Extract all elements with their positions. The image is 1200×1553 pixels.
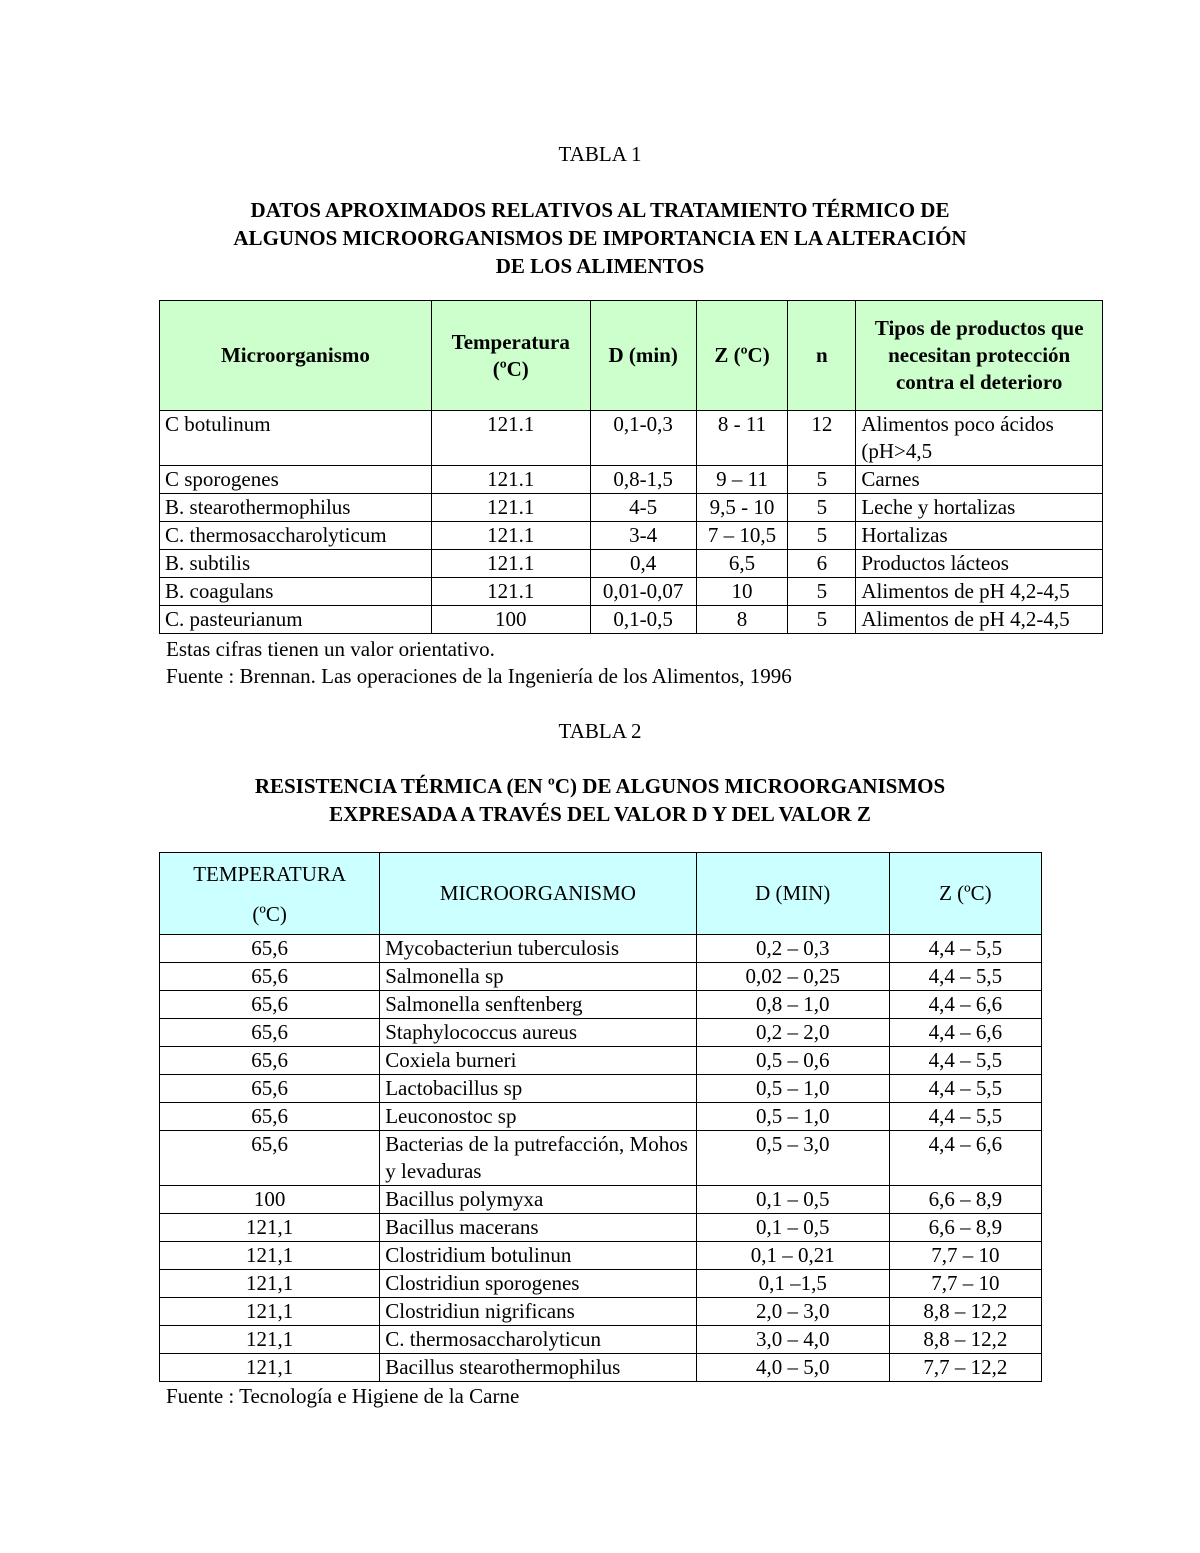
- table-cell: 121,1: [160, 1242, 380, 1270]
- table-cell: C. thermosaccharolyticum: [160, 522, 432, 550]
- table-cell: 65,6: [160, 935, 380, 963]
- table-cell: 0,8-1,5: [590, 466, 696, 494]
- table-cell: Clostridium botulinun: [380, 1242, 696, 1270]
- table1-header-cell: Microorganismo: [160, 301, 432, 411]
- table-row: [160, 1242, 1042, 1270]
- table-row: [160, 1047, 1042, 1075]
- table1: [159, 300, 1103, 634]
- table2-header-temp-label: TEMPERATURA: [193, 861, 347, 886]
- table-cell: 4,4 – 5,5: [889, 935, 1041, 963]
- table-row: [160, 991, 1042, 1019]
- table-cell: Bacterias de la putrefacción, Mohos y levaduras: [380, 1131, 696, 1186]
- table-cell: 4,4 – 5,5: [889, 1103, 1041, 1131]
- table-cell: 4,4 – 6,6: [889, 1131, 1041, 1186]
- table1-title-line: DE LOS ALIMENTOS: [495, 254, 705, 278]
- table-row: [160, 1019, 1042, 1047]
- table-cell: 8: [696, 606, 788, 634]
- table-cell: 5: [788, 578, 856, 606]
- table-cell: 7,7 – 10: [889, 1242, 1041, 1270]
- table-cell: 12: [788, 411, 856, 466]
- table1-header-cell: Z (ºC): [696, 301, 788, 411]
- table-cell: 5: [788, 606, 856, 634]
- table-cell: 3-4: [590, 522, 696, 550]
- table-cell: 9 – 11: [696, 466, 788, 494]
- table-cell: 0,1-0,3: [590, 411, 696, 466]
- table-row: [160, 1214, 1042, 1242]
- table-cell: Alimentos de pH 4,2-4,5: [856, 606, 1103, 634]
- table-row: [160, 522, 1103, 550]
- table-cell: 6,5: [696, 550, 788, 578]
- table2-header-cell: D (MIN): [696, 853, 889, 935]
- table-cell: 0,5 – 1,0: [696, 1103, 889, 1131]
- table-cell: Salmonella senftenberg: [380, 991, 696, 1019]
- table-row: [160, 494, 1103, 522]
- table-cell: 121,1: [160, 1270, 380, 1298]
- table-cell: 6: [788, 550, 856, 578]
- table-cell: 121,1: [160, 1214, 380, 1242]
- table-cell: 4,4 – 6,6: [889, 991, 1041, 1019]
- table1-header-row: [160, 301, 1103, 411]
- table2-title-line: RESISTENCIA TÉRMICA (EN ºC) DE ALGUNOS MICROORGANISMOS: [254, 774, 946, 798]
- table-cell: 4,0 – 5,0: [696, 1354, 889, 1382]
- table1-header-cell: n: [788, 301, 856, 411]
- table-cell: 5: [788, 522, 856, 550]
- table-cell: 8,8 – 12,2: [889, 1326, 1041, 1354]
- table-cell: 121.1: [431, 522, 590, 550]
- table-row: [160, 1186, 1042, 1214]
- table-cell: 65,6: [160, 1103, 380, 1131]
- table-cell: Clostridiun sporogenes: [380, 1270, 696, 1298]
- table-cell: 0,4: [590, 550, 696, 578]
- table-cell: 0,2 – 2,0: [696, 1019, 889, 1047]
- table-cell: 0,01-0,07: [590, 578, 696, 606]
- table-cell: 8 - 11: [696, 411, 788, 466]
- table-cell: Salmonella sp: [380, 963, 696, 991]
- table-row: [160, 935, 1042, 963]
- table1-header-cell: Tipos de productos que necesitan protección contra el deterioro: [856, 301, 1103, 411]
- table-row: [160, 606, 1103, 634]
- table1-note: Estas cifras tienen un valor orientativo.: [166, 637, 495, 661]
- table-cell: 0,5 – 1,0: [696, 1075, 889, 1103]
- table-cell: Leuconostoc sp: [380, 1103, 696, 1131]
- table2-title: [0, 772, 1200, 828]
- table-cell: 0,1 – 0,5: [696, 1214, 889, 1242]
- table-cell: 0,1 – 0,5: [696, 1186, 889, 1214]
- table-cell: 9,5 - 10: [696, 494, 788, 522]
- table-cell: 121,1: [160, 1354, 380, 1382]
- table-cell: B. stearothermophilus: [160, 494, 432, 522]
- table-cell: 4,4 – 5,5: [889, 1047, 1041, 1075]
- table1-header-cell: Temperatura (ºC): [431, 301, 590, 411]
- table-row: [160, 466, 1103, 494]
- table-row: [160, 550, 1103, 578]
- table-cell: 4,4 – 5,5: [889, 963, 1041, 991]
- table-cell: 121.1: [431, 494, 590, 522]
- table-cell: 0,1 –1,5: [696, 1270, 889, 1298]
- table-cell: 65,6: [160, 1075, 380, 1103]
- table1-title: [0, 196, 1200, 280]
- table-cell: Bacillus macerans: [380, 1214, 696, 1242]
- table-cell: Productos lácteos: [856, 550, 1103, 578]
- table1-title-line: ALGUNOS MICROORGANISMOS DE IMPORTANCIA EN LA ALTERACIÓN: [233, 226, 967, 250]
- table-cell: Bacillus stearothermophilus: [380, 1354, 696, 1382]
- table-row: [160, 1131, 1042, 1186]
- table-cell: 4,4 – 6,6: [889, 1019, 1041, 1047]
- table-cell: 121.1: [431, 578, 590, 606]
- table-cell: C. thermosaccharolyticun: [380, 1326, 696, 1354]
- table2-title-line: EXPRESADA A TRAVÉS DEL VALOR D Y DEL VALOR Z: [329, 802, 871, 826]
- table-cell: 65,6: [160, 1131, 380, 1186]
- table-cell: C. pasteurianum: [160, 606, 432, 634]
- table-cell: 65,6: [160, 991, 380, 1019]
- table-cell: Leche y hortalizas: [856, 494, 1103, 522]
- table-row: [160, 1103, 1042, 1131]
- table-cell: B. subtilis: [160, 550, 432, 578]
- table-cell: 100: [160, 1186, 380, 1214]
- table-row: [160, 1326, 1042, 1354]
- table-cell: 121.1: [431, 411, 590, 466]
- table1-source: Fuente : Brennan. Las operaciones de la Ingeniería de los Alimentos, 1996: [166, 664, 792, 688]
- table-row: [160, 1354, 1042, 1382]
- table-cell: Hortalizas: [856, 522, 1103, 550]
- table2: [159, 852, 1042, 1382]
- table-cell: B. coagulans: [160, 578, 432, 606]
- table-row: [160, 1270, 1042, 1298]
- table-cell: 65,6: [160, 1047, 380, 1075]
- table-cell: Clostridiun nigrificans: [380, 1298, 696, 1326]
- table-cell: Mycobacteriun tuberculosis: [380, 935, 696, 963]
- table-cell: Carnes: [856, 466, 1103, 494]
- table-row: [160, 578, 1103, 606]
- table-cell: 121.1: [431, 466, 590, 494]
- table-cell: 6,6 – 8,9: [889, 1186, 1041, 1214]
- table-cell: 121,1: [160, 1298, 380, 1326]
- table1-title-line: DATOS APROXIMADOS RELATIVOS AL TRATAMIENTO TÉRMICO DE: [250, 198, 950, 222]
- table2-header-cell: Z (ºC): [889, 853, 1041, 935]
- table-cell: 5: [788, 494, 856, 522]
- table-cell: 4-5: [590, 494, 696, 522]
- table2-header-cell: [160, 853, 380, 935]
- table-cell: 6,6 – 8,9: [889, 1214, 1041, 1242]
- table-cell: 7,7 – 10: [889, 1270, 1041, 1298]
- table-row: [160, 963, 1042, 991]
- table-row: [160, 1075, 1042, 1103]
- table-cell: Bacillus polymyxa: [380, 1186, 696, 1214]
- table-cell: 0,5 – 3,0: [696, 1131, 889, 1186]
- table-cell: 121.1: [431, 550, 590, 578]
- table-cell: 0,02 – 0,25: [696, 963, 889, 991]
- table-cell: 3,0 – 4,0: [696, 1326, 889, 1354]
- table-row: [160, 1298, 1042, 1326]
- table-cell: 0,1-0,5: [590, 606, 696, 634]
- table-cell: 7 – 10,5: [696, 522, 788, 550]
- table2-source: Fuente : Tecnología e Higiene de la Carne: [166, 1384, 520, 1408]
- table-cell: Alimentos de pH 4,2-4,5: [856, 578, 1103, 606]
- table2-header-row: [160, 853, 1042, 935]
- table-cell: 0,8 – 1,0: [696, 991, 889, 1019]
- table-cell: 0,2 – 0,3: [696, 935, 889, 963]
- table-cell: 7,7 – 12,2: [889, 1354, 1041, 1382]
- table-cell: C sporogenes: [160, 466, 432, 494]
- table-cell: 5: [788, 466, 856, 494]
- table-cell: 8,8 – 12,2: [889, 1298, 1041, 1326]
- table-cell: 0,5 – 0,6: [696, 1047, 889, 1075]
- table-cell: 10: [696, 578, 788, 606]
- table-cell: 65,6: [160, 963, 380, 991]
- table-cell: Lactobacillus sp: [380, 1075, 696, 1103]
- table-cell: Coxiela burneri: [380, 1047, 696, 1075]
- table-cell: 121,1: [160, 1326, 380, 1354]
- table-cell: 100: [431, 606, 590, 634]
- table-cell: Staphylococcus aureus: [380, 1019, 696, 1047]
- table-cell: 4,4 – 5,5: [889, 1075, 1041, 1103]
- table-cell: C botulinum: [160, 411, 432, 466]
- table-cell: 0,1 – 0,21: [696, 1242, 889, 1270]
- table-row: [160, 411, 1103, 466]
- table2-header-temp-unit: (ºC): [252, 901, 287, 926]
- table2-label: TABLA 2: [558, 719, 642, 743]
- table-cell: Alimentos poco ácidos (pH>4,5: [856, 411, 1103, 466]
- table1-header-cell: D (min): [590, 301, 696, 411]
- table-cell: 2,0 – 3,0: [696, 1298, 889, 1326]
- table-cell: 65,6: [160, 1019, 380, 1047]
- table2-header-cell: MICROORGANISMO: [380, 853, 696, 935]
- table1-label: TABLA 1: [558, 142, 642, 166]
